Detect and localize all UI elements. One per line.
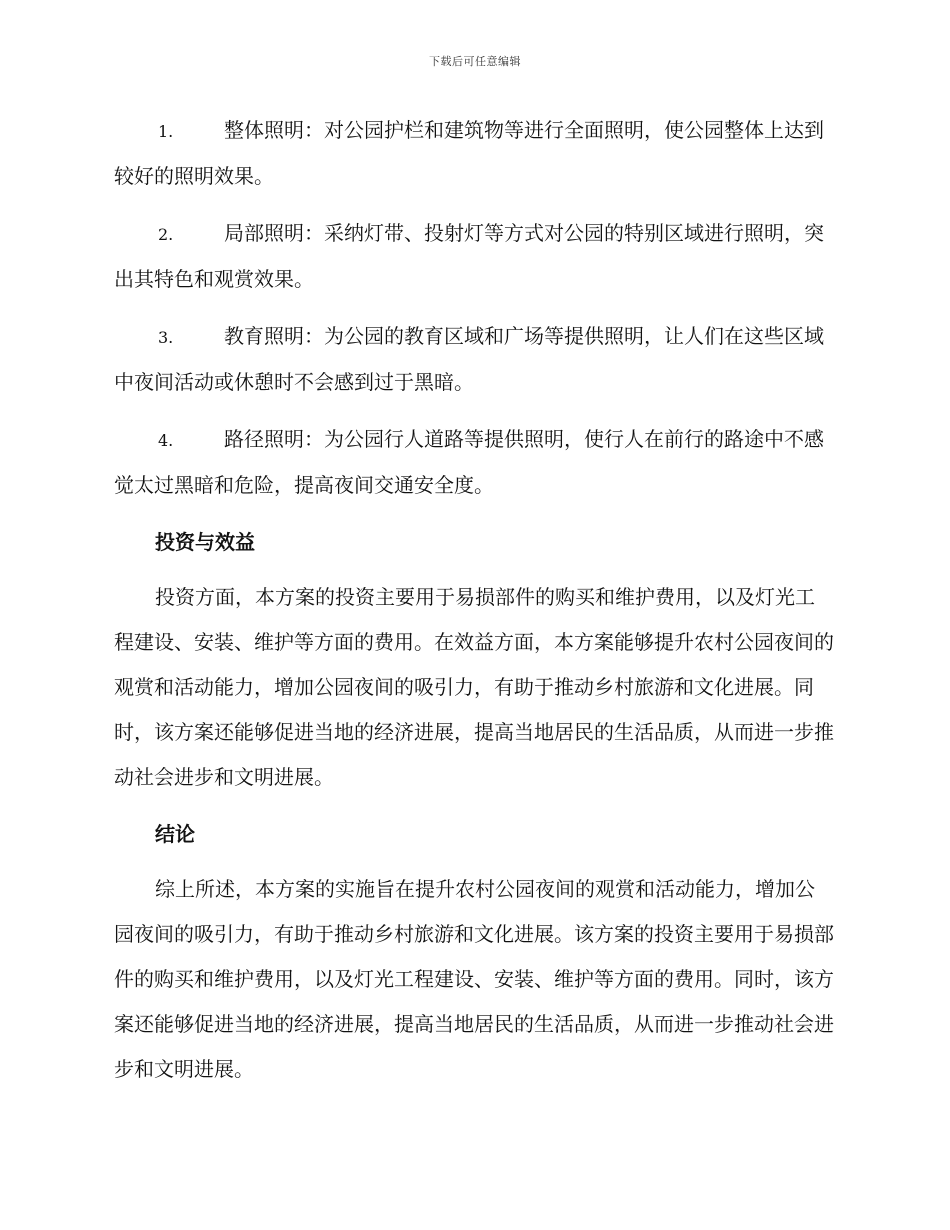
section-paragraph-investment: 投资方面，本方案的投资主要用于易损部件的购买和维护费用，以及灯光工程建设、安装、维护等方面的费用。在效益方面，本方案能够提升农村公园夜间的观赏和活动能力，增加公园夜间的吸引力，有助于推动乡村旅游和文化进展。同时，该方案还能够促进当地的经济进展，提高当地居民的生活品质，从而进一步推动社会进步和文明进展。 bbox=[114, 585, 834, 789]
list-text: 整体照明：对公园护栏和建筑物等进行全面照明，使公园整体上达到较好的照明效果。 bbox=[114, 118, 824, 188]
section-paragraph-conclusion: 综上所述，本方案的实施旨在提升农村公园夜间的观赏和活动能力，增加公园夜间的吸引力，有助于推动乡村旅游和文化进展。该方案的投资主要用于易损部件的购买和维护费用，以及灯光工程建设、安装、维护等方面的费用。同时，该方案还能够促进当地的经济进展，提高当地居民的生活品质，从而进一步推动社会进步和文明进展。 bbox=[114, 877, 834, 1081]
list-text: 路径照明：为公园行人道路等提供照明，使行人在前行的路途中不感觉太过黑暗和危险，提高夜间交通安全度。 bbox=[114, 427, 824, 497]
list-item bbox=[114, 417, 834, 508]
list-item bbox=[114, 108, 834, 199]
section-heading-conclusion: 结论 bbox=[155, 822, 195, 846]
list-item bbox=[114, 314, 834, 405]
list-item bbox=[114, 211, 834, 302]
page-header: 下载后可任意编辑 bbox=[429, 55, 521, 68]
list-number: 2. bbox=[158, 225, 174, 244]
list-number: 1. bbox=[158, 122, 174, 141]
section-heading-investment: 投资与效益 bbox=[155, 530, 255, 554]
list-text: 局部照明：采纳灯带、投射灯等方式对公园的特别区域进行照明，突出其特色和观赏效果。 bbox=[114, 221, 824, 291]
list-text: 教育照明：为公园的教育区域和广场等提供照明，让人们在这些区域中夜间活动或休憩时不会感到过于黑暗。 bbox=[114, 324, 824, 394]
document-body bbox=[114, 108, 834, 1092]
list-number: 3. bbox=[158, 328, 174, 347]
list-number: 4. bbox=[158, 431, 174, 450]
